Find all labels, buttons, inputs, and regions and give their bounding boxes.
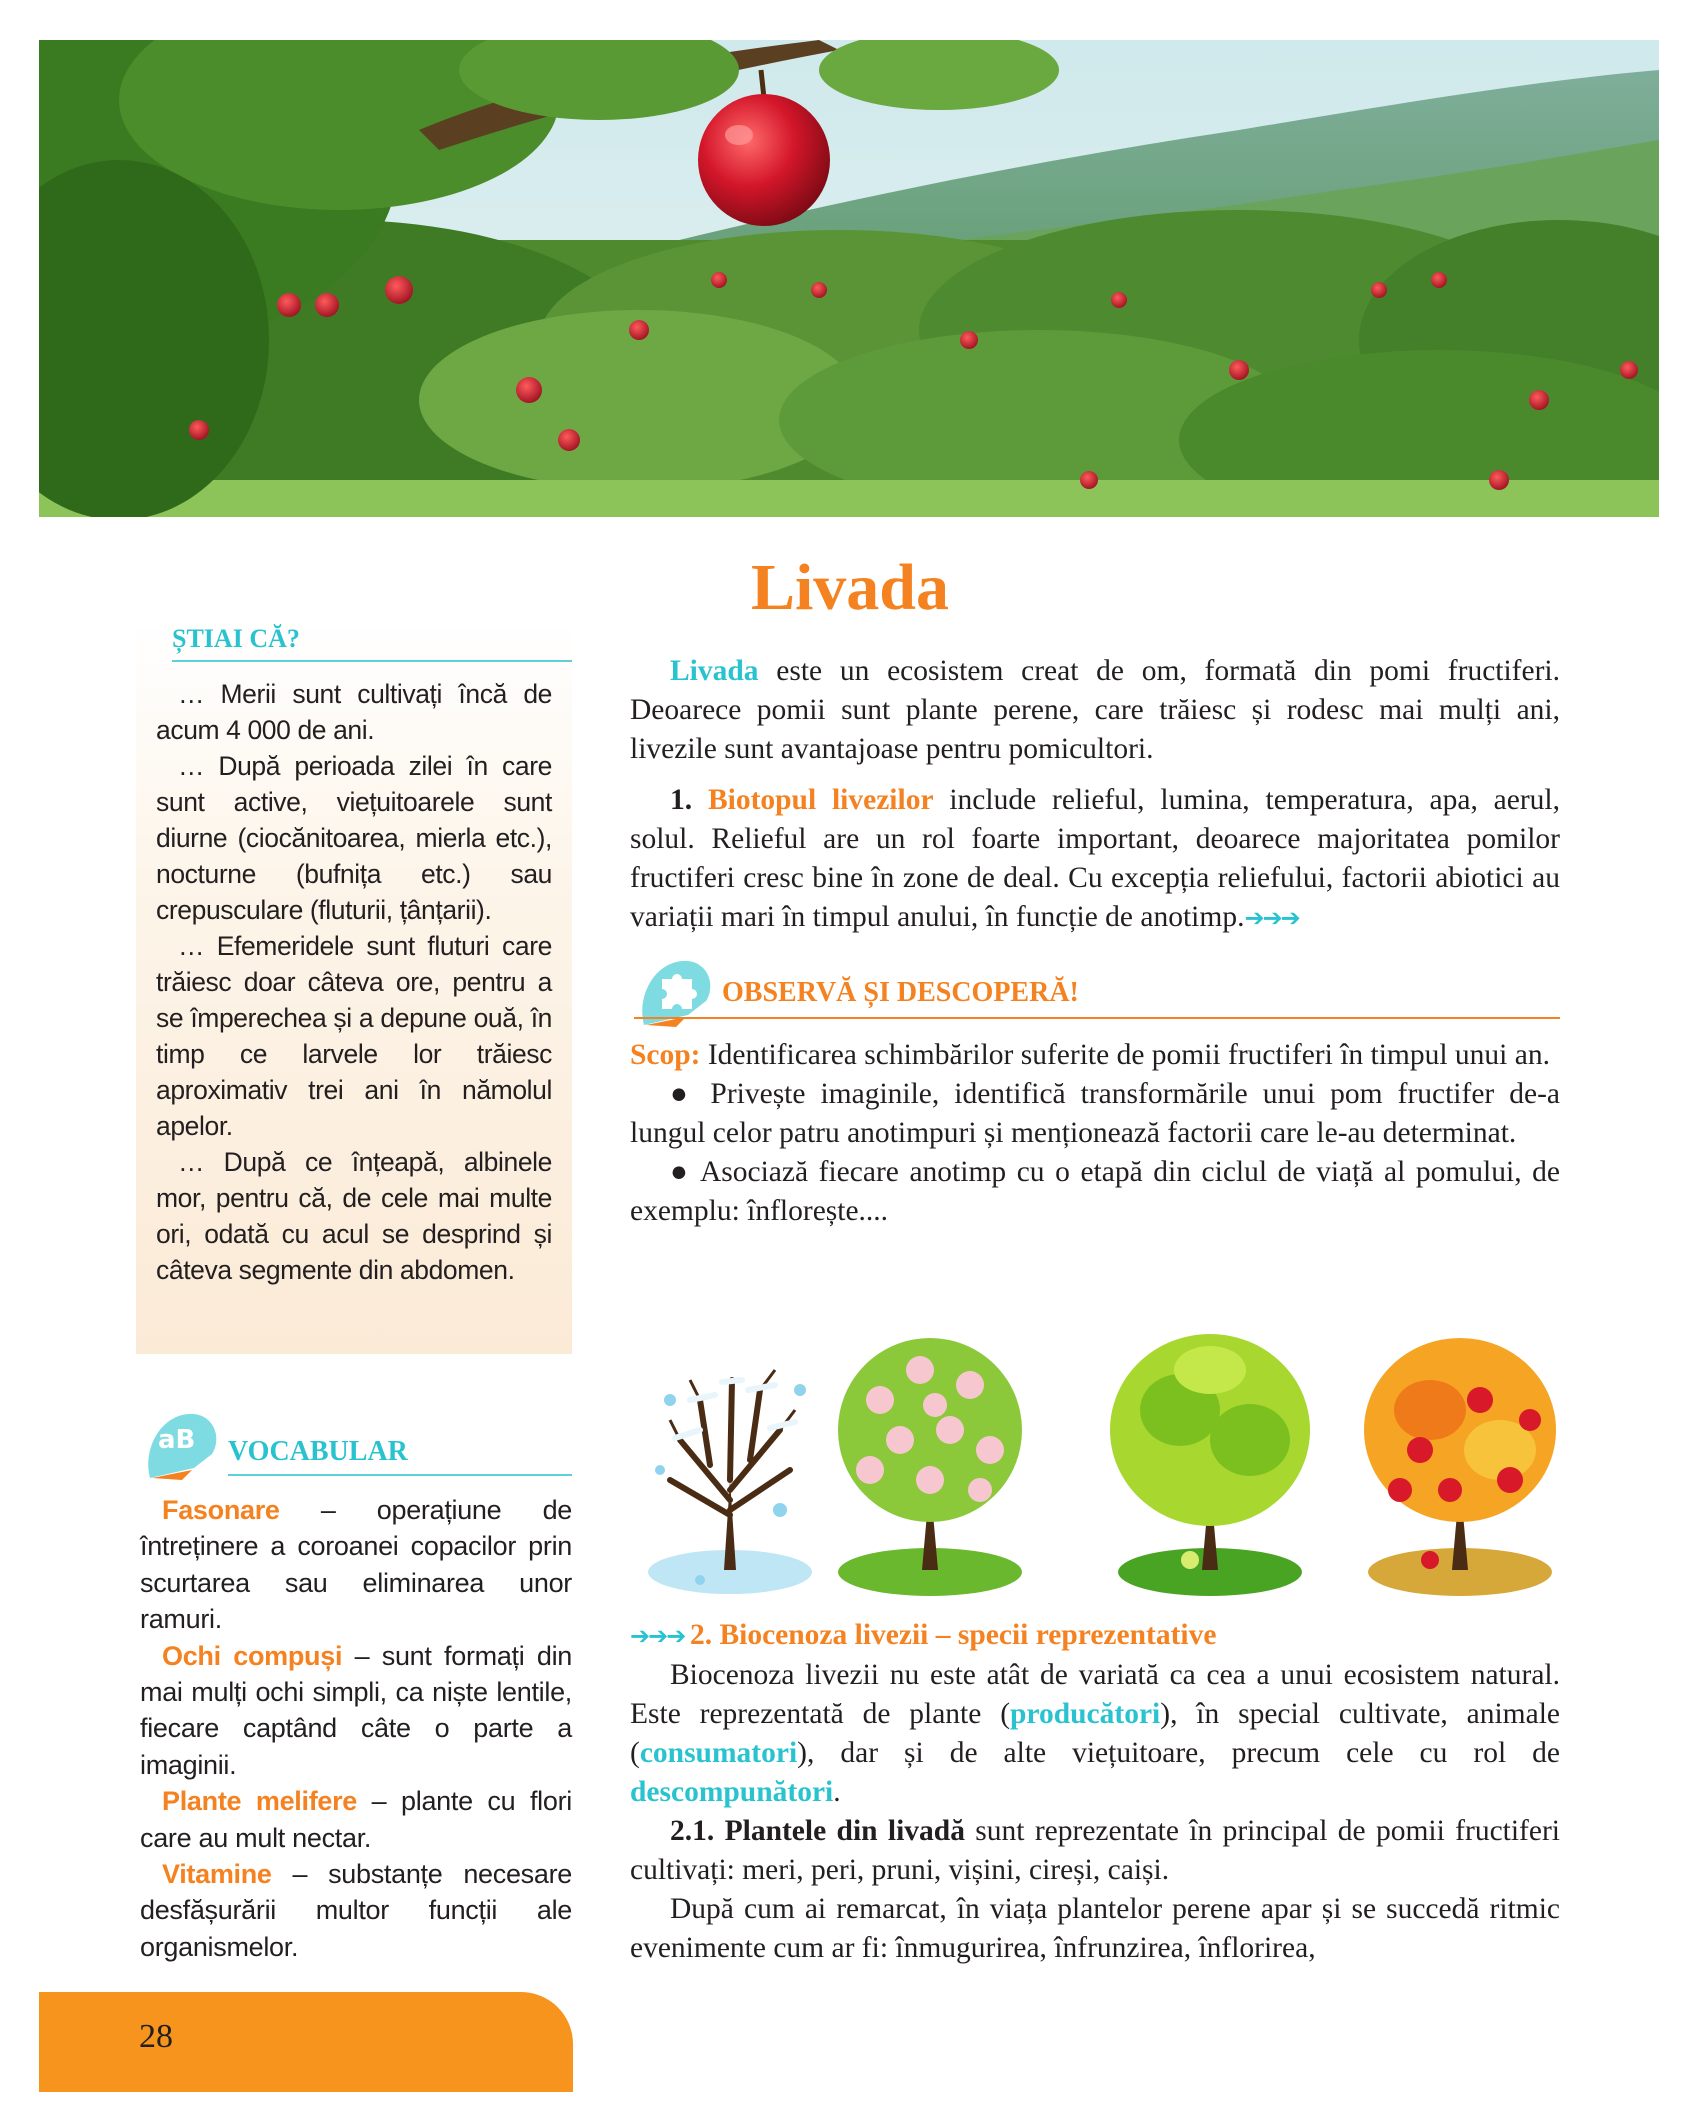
- vocabulary-definition: – operațiune de întreținere a coroanei copacilor prin scurtarea sau eliminarea unor ramuri.: [140, 1495, 572, 1635]
- biocenosis-paragraph: [630, 1656, 1560, 1812]
- observe-discover-heading: OBSERVĂ ȘI DESCOPERĂ!: [722, 977, 1079, 1008]
- scope-paragraph: [630, 1036, 1560, 1075]
- did-you-know-fact: … Merii sunt cultivați încă de acum 4 000 de ani.: [156, 679, 552, 745]
- plants-heading: 2.1. Plantele din livadă: [670, 1815, 965, 1847]
- continue-arrows-icon: ➔➔➔: [630, 1622, 690, 1650]
- producers-term: producători: [1010, 1698, 1161, 1730]
- did-you-know-heading: ȘTIAI CĂ?: [172, 624, 572, 662]
- vocabulary-box: [136, 1408, 576, 1968]
- consumers-term: consumatori: [639, 1737, 798, 1769]
- page-title: Livada: [750, 551, 950, 624]
- vocabulary-badge-letters: aB: [158, 1425, 196, 1455]
- scope-text: Identificarea schimbărilor suferite de pomii fructiferi în timpul unui an.: [700, 1039, 1550, 1071]
- did-you-know-text: [156, 676, 552, 1288]
- vocabulary-definition: – substanțe necesare desfășurării multor funcții ale organismelor.: [140, 1859, 572, 1962]
- intro-text: este un ecosistem creat de om, formată din pomi fructiferi. Deoarece pomii sunt plante perene, care trăiesc și rodesc mai mulți ani, livezile sunt avantajoase pentru pomicultori.: [630, 655, 1560, 765]
- biocenosis-text: Biocenoza livezii nu este atât de variată ca cea a unui ecosistem natural. Este reprezentată de plante (: [630, 1659, 1560, 1730]
- biotop-text: include relieful, lumina, temperatura, apa, aerul, solul. Relieful are un rol foarte important, deoarece majoritatea pomilor fructiferi cresc bine în zone de deal. Cu excepția reliefului, factorii abiotici au variații mari în timpul anului, în funcție de anotimp.: [630, 784, 1561, 933]
- task-bullet: ● Asociază fiecare anotimp cu o etapă din ciclul de viață al pomului, de exemplu: înflorește....: [630, 1156, 1560, 1227]
- seasons-tree-illustrations: [640, 1330, 1560, 1600]
- vocabulary-term: Plante melifere: [162, 1786, 358, 1817]
- continue-arrows-icon: ➔➔➔: [1244, 904, 1299, 932]
- observe-divider: [634, 1017, 1560, 1019]
- did-you-know-fact: … După ce înțeapă, albinele mor, pentru că, de cele mai multe ori, odată cu acul se desprind și câteva segmente din abdomen.: [156, 1147, 552, 1285]
- vocabulary-entry: [140, 1856, 572, 1965]
- summer-tree-icon: [1110, 1334, 1310, 1596]
- observe-discover-section: [630, 1036, 1560, 1231]
- vocabulary-entries: [140, 1492, 572, 1965]
- vocabulary-entry: [140, 1492, 572, 1638]
- page-number-tab: [39, 1992, 573, 2092]
- vocabulary-term: Fasonare: [162, 1495, 280, 1525]
- events-paragraph: După cum ai remarcat, în viața plantelor perene apar și se succedă ritmic evenimente cum ar fi: înmugurirea, înfrunzirea, înflorirea,: [630, 1893, 1560, 1964]
- biocenosis-text: ), în special cultivate, animale (: [630, 1698, 1560, 1769]
- vocabulary-entry: [140, 1783, 572, 1856]
- biocenosis-heading: 2. Biocenoza livezii – specii reprezentative: [689, 1619, 1217, 1651]
- decomposers-term: descompunători: [630, 1776, 834, 1808]
- biotop-number: 1.: [670, 784, 708, 816]
- spring-tree-icon: [838, 1338, 1022, 1596]
- biocenosis-section: [630, 1616, 1560, 1968]
- page-number: 28: [139, 2018, 173, 2055]
- scope-label: Scop:: [630, 1039, 701, 1071]
- did-you-know-box: [136, 620, 572, 1354]
- plants-paragraph: [630, 1812, 1560, 1890]
- did-you-know-fact: … Efemeridele sunt fluturi care trăiesc doar câteva ore, pentru a se împerechea și a depune ouă, în timp ce larvele lor trăiesc aproximativ trei ani în nămolul apelor.: [156, 931, 552, 1141]
- intro-section: [630, 652, 1560, 938]
- biocenosis-text: ), dar și de alte viețuitoare, precum cele cu rol de: [797, 1737, 1560, 1769]
- vocabulary-term: Ochi compuși: [162, 1640, 343, 1671]
- biocenosis-text: .: [833, 1776, 841, 1808]
- vocabulary-definition: – sunt formați din mai mulți ochi simpli, ca niște lentile, fiecare captând câte o parte a imaginii.: [140, 1640, 572, 1780]
- plants-text: sunt reprezentate în principal de pomii fructiferi cultivați: meri, peri, pruni, vișini, cireși, caiși.: [630, 1815, 1560, 1886]
- did-you-know-fact: … După perioada zilei în care sunt active, viețuitoarele sunt diurne (ciocănitoarea, mierla etc.), nocturne (bufnița etc.) sau crepusculare (fluturii, țânțarii).: [156, 751, 552, 925]
- winter-tree-icon: [648, 1370, 812, 1594]
- biotop-paragraph: [630, 781, 1560, 938]
- biocenosis-heading-line: [630, 1616, 1560, 1656]
- intro-paragraph: [630, 652, 1560, 769]
- task-bullet: ● Privește imaginile, identifică transformările unui pom fructifer de-a lungul celor patru anotimpuri și menționează factorii care le-au determinat.: [630, 1078, 1560, 1149]
- vocabulary-heading: VOCABULAR: [228, 1436, 572, 1476]
- orchard-hero-image: [39, 40, 1659, 517]
- vocabulary-entry: [140, 1638, 572, 1784]
- vocabulary-definition: – plante cu flori care au mult nectar.: [140, 1786, 572, 1853]
- vocabulary-term: Vitamine: [162, 1859, 272, 1890]
- biotop-term: Biotopul livezilor: [707, 784, 934, 816]
- autumn-tree-icon: [1364, 1338, 1556, 1596]
- vocabulary-ab-icon: [142, 1408, 222, 1482]
- intro-term: Livada: [670, 655, 759, 687]
